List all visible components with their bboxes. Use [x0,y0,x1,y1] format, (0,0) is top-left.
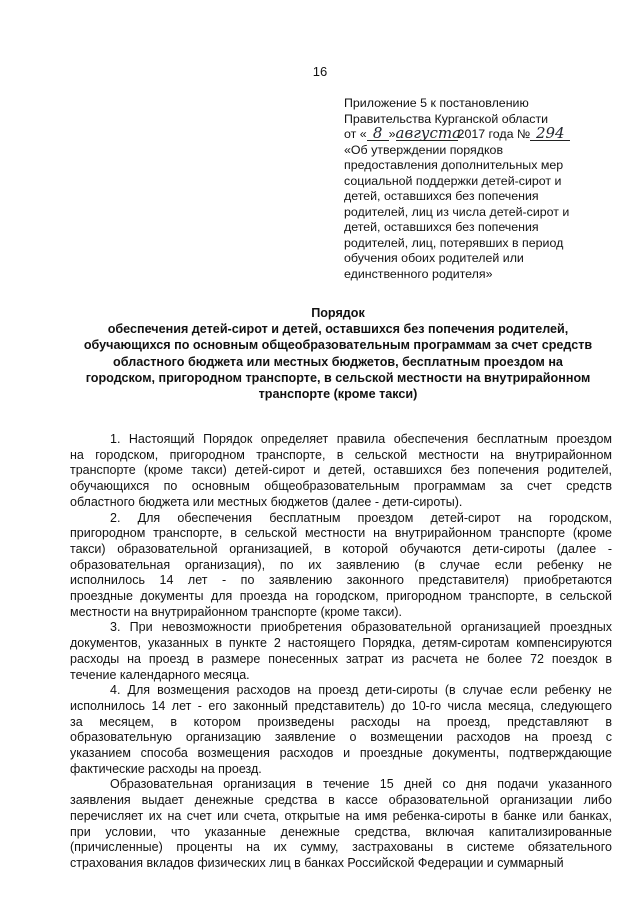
paragraph [70,777,612,871]
paragraph-line: при условии, что указанные денежные средства, включая капитализированные [70,824,612,839]
document-title [58,305,618,402]
handwritten-month: августа [395,124,462,142]
paragraph-line: фактические расходы на проезд. [70,761,262,776]
paragraph-line: Образовательная организация в течение 15 дней со дня подачи указанного [110,777,612,792]
date-prefix: от « [344,127,367,141]
paragraph-line: страхования вкладов физических лиц в банках Российской Федерации и суммарный [70,855,564,870]
paragraph-line: областного бюджета или местных бюджетов (далее - дети-сироты). [70,494,463,509]
annex-description-line: родителей, лиц из числа детей-сирот и [344,204,570,219]
paragraph-line: документов, указанных в пункте 2 настоящего Порядка, детям-сиротам компенсируются [70,636,612,651]
date-mid: » [388,127,396,141]
paragraph-line: (причисленные) проценты на их сумму, застрахованы в системе обязательного [70,840,612,855]
annex-description-line: детей, оставшихся без попечения [344,189,539,203]
paragraph-line: 2. Для обеспечения бесплатным проездом детей-сирот на городском, [110,510,612,525]
paragraph-line: за месяцем, в котором произведены расходы на проезд, представляют в [70,714,612,729]
annex-description-line: единственного родителя» [344,266,493,281]
paragraph-line: местности на внутрирайонном транспорте (кроме такси). [70,604,403,619]
paragraph [70,683,612,777]
paragraph-line: исполнилось 14 лет - его законный представитель) до 10-го числа месяца, следующего [70,698,612,713]
paragraph-line: образовательную организацию заявление о возмещении расходов на проезд с [70,730,612,745]
title-heading: Порядок [311,306,365,320]
date-year: 2017 года № [457,127,531,141]
paragraph [70,620,612,683]
annex-description-line: родителей, лиц, потерявших в период [344,235,564,250]
annex-description-line: обучения обоих родителей или [344,251,524,265]
annex-line-2: Правительства Курганской области [344,111,549,126]
title-line: областного бюджета или местных бюджетов, бесплатным проездом на [113,354,563,369]
paragraph [70,511,612,621]
paragraph-line: заявления выдает денежные средства в кассе образовательной организации либо [70,793,612,808]
handwritten-day: 8 [367,127,389,141]
annex-description-line: социальной поддержки детей-сирот и [344,173,562,188]
paragraph-line: 4. Для возмещения расходов на проезд дети-сироты (в случае если ребенку не [110,683,612,698]
annex-date-line [344,124,594,143]
paragraph-line: исполнилось 14 лет - по заявлению законного представителя) приобретаются [70,573,612,588]
annex-description-line: «Об утверждении порядков [344,142,504,157]
paragraph-line: образовательная организация), по их заявлению (в случае если ребенку не [70,557,612,572]
page-number: 16 [312,64,328,79]
document-body [70,432,612,872]
title-line: городском, пригородном транспорте, в сельской местности на внутрирайонном [85,370,591,385]
title-line: обеспечения детей-сирот и детей, оставшихся без попечения родителей, [107,322,569,337]
paragraph-line: расходы на проезд в размере понесенных затрат из расчета не более 72 поездок в [70,651,612,666]
paragraph-line: на городском, пригородном транспорте, в сельской местности на внутрирайонном [70,447,612,462]
paragraph-line: 1. Настоящий Порядок определяет правила обеспечения бесплатным проездом [110,432,612,446]
paragraph-line: пригородном транспорте, в сельской местности на внутрирайонном транспорте (кроме [70,526,612,541]
handwritten-number: 294 [530,127,570,141]
title-line: транспорте (кроме такси) [258,387,418,402]
paragraph-line: 3. При невозможности приобретения образовательной организацией проездных [110,620,612,635]
paragraph-line: указанием способа возмещения расходов и проездные документы, подтверждающие [70,746,612,761]
paragraph-line: перечисляет их на счет или счета, открытые на имя ребенка-сироты в банке или банках, [70,808,612,823]
paragraph-line: такси) образовательной организацией, в которой обучаются дети-сироты (далее - [70,541,612,556]
paragraph-line: обучающихся по основным общеобразовательным программам за счет средств [70,479,612,494]
annex-line-1: Приложение 5 к постановлению [344,96,529,110]
annex-description-line: предоставления дополнительных мер [344,158,564,172]
paragraph-line: течение календарного месяца. [70,667,250,682]
paragraph [70,432,612,511]
paragraph-line: транспорте (кроме такси) детей-сирот и детей, оставшихся без попечения родителей, [70,463,612,478]
annex-description [344,143,594,283]
paragraph-line: проездные документы для проезда на городском, пригородном транспорте, в сельской [70,589,612,604]
annex-header [344,96,594,282]
annex-description-line: детей, оставшихся без попечения [344,220,539,234]
title-line: обучающихся по основным общеобразовательным программам за счет средств [83,338,593,353]
